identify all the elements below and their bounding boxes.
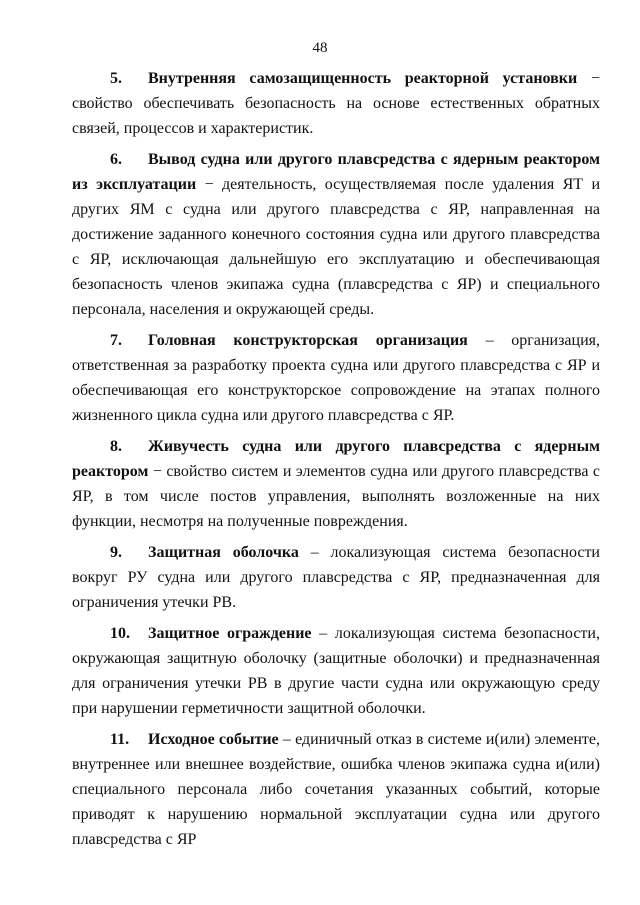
item-text: – организация, ответственная за разработку проекта судна или другого плавсредства с ЯР и обеспечивающая его конструкторское сопровождение на этапах полного жизненного цикла судна или другого плавсредства с ЯР. xyxy=(72,332,600,424)
definition-item-6 xyxy=(72,147,600,322)
definition-item-5 xyxy=(72,66,600,141)
definition-item-8 xyxy=(72,434,600,534)
definition-item-11 xyxy=(72,727,600,852)
item-term: Живучесть судна или другого плавсредства с ядерным реактором xyxy=(72,438,600,480)
item-term: Внутренняя самозащищенность реакторной установки xyxy=(148,70,578,87)
item-number: 8. xyxy=(110,438,122,455)
item-term: Головная конструкторская организация xyxy=(148,332,468,349)
item-text: − свойство обеспечивать безопасность на основе естественных обратных связей, процессов и характеристик. xyxy=(72,70,600,137)
item-term: Исходное событие xyxy=(148,731,279,748)
item-term: Защитное ограждение xyxy=(148,625,312,642)
definition-item-7 xyxy=(72,328,600,428)
item-text: − деятельность, осуществляемая после удаления ЯТ и других ЯМ с судна или другого плавсредства с ЯР, направленная на достижение заданного конечного состояния судна или другого плавсредства с ЯР, исключающая дальнейшую его эксплуатацию и обеспечивающая безопасность членов экипажа судна (плавсредства с ЯР) и специального персонала, населения и окружающей среды. xyxy=(72,176,601,318)
definition-item-10 xyxy=(72,621,600,721)
item-text: – локализующая система безопасности вокруг РУ судна или другого плавсредства с ЯР, предназначенная для ограничения утечки РВ. xyxy=(72,544,600,611)
item-number: 5. xyxy=(110,70,122,87)
item-number: 9. xyxy=(110,544,122,561)
item-number: 11. xyxy=(110,731,130,748)
definition-item-9 xyxy=(72,540,600,615)
definitions-list xyxy=(72,66,600,858)
item-term: Вывод судна или другого плавсредства с ядерным реактором из эксплуатации xyxy=(72,151,600,193)
item-term: Защитная оболочка xyxy=(148,544,299,561)
item-number: 10. xyxy=(110,625,130,642)
item-number: 7. xyxy=(110,332,122,349)
item-text: – локализующая система безопасности, окружающая защитную оболочку (защитные оболочки) и предназначенная для ограничения утечки РВ в другие части судна или окружающую среду при нарушении герметичности защитной оболочки. xyxy=(72,625,600,717)
item-text: − свойство систем и элементов судна или другого плавсредства с ЯР, в том числе постов управления, выполнять возложенные на них функции, несмотря на полученные повреждения. xyxy=(72,463,600,530)
item-number: 6. xyxy=(110,151,122,168)
item-text: – единичный отказ в системе и(или) элементе, внутреннее или внешнее воздействие, ошибка членов экипажа судна и(или) специального персонала либо сочетания указанных событий, которые приводят к нарушению нормальной эксплуатации судна или другого плавсредства с ЯР xyxy=(72,731,601,848)
page-number: 48 xyxy=(312,40,328,56)
